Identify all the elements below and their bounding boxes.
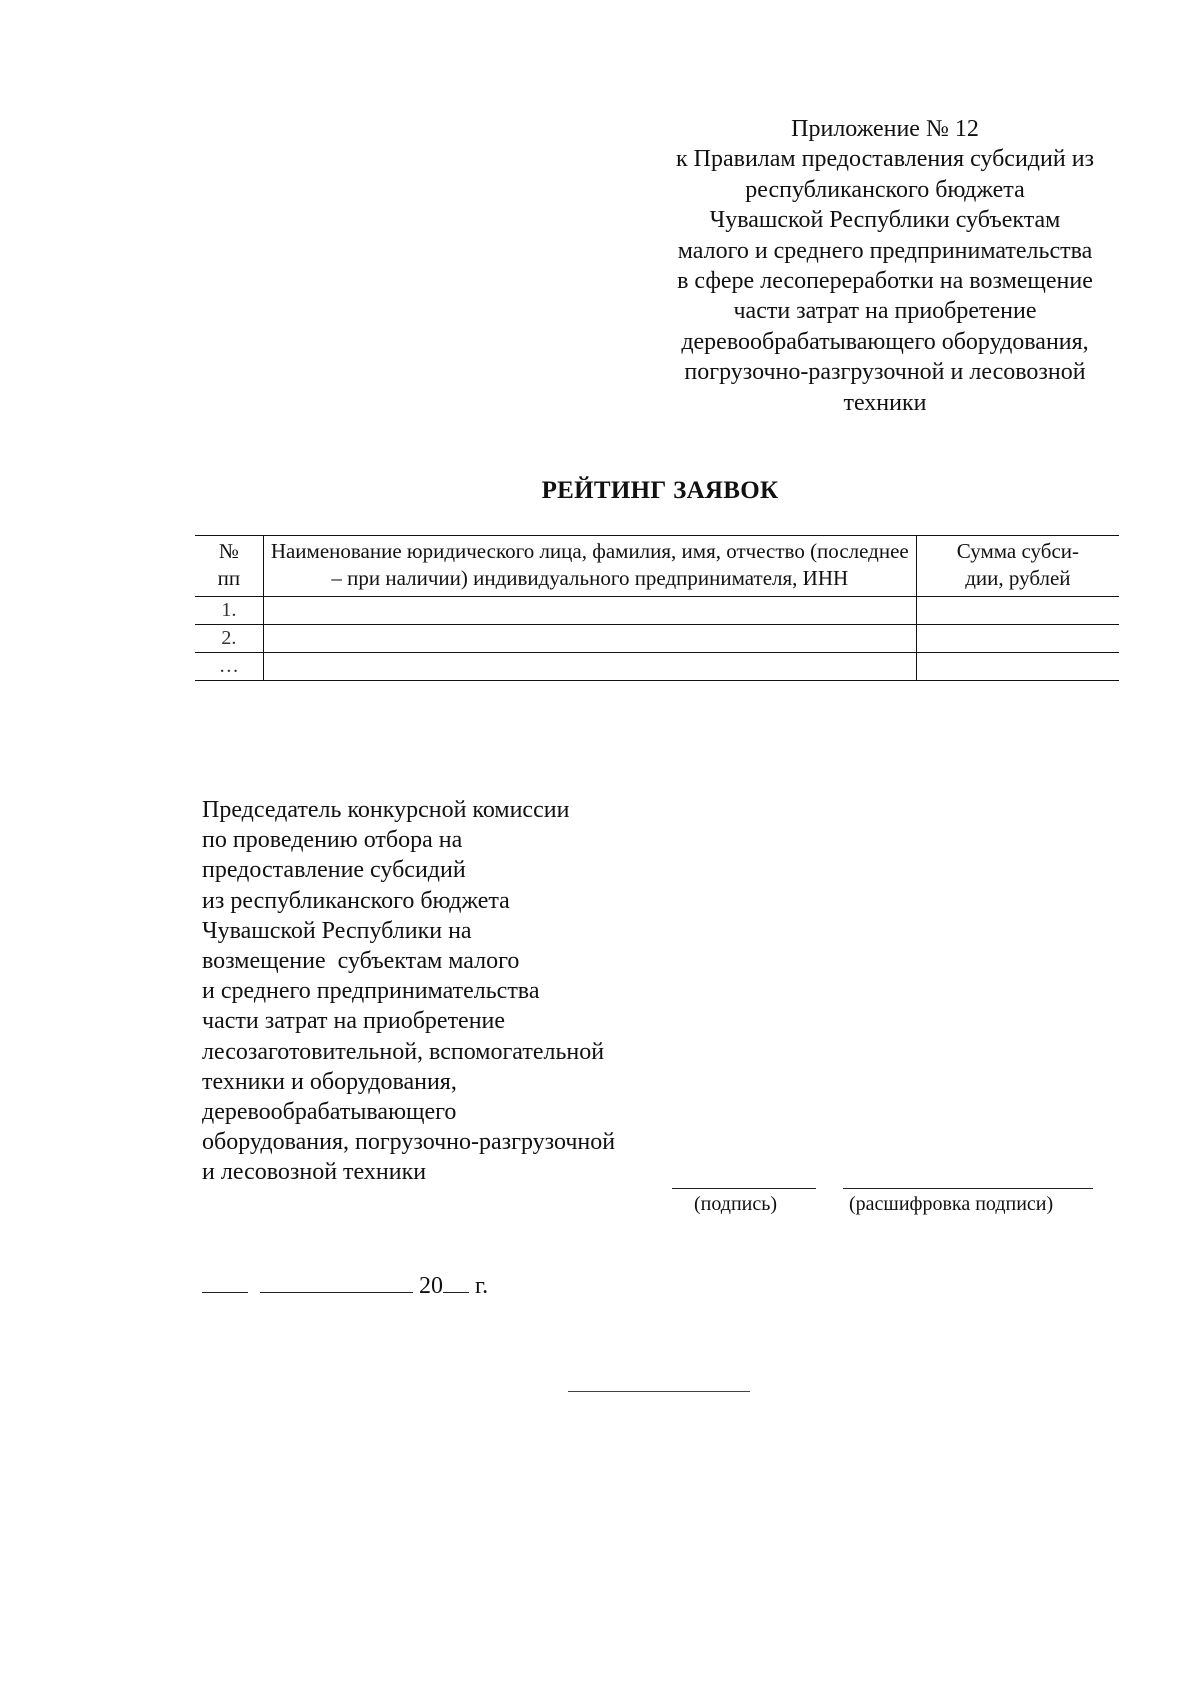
chairman-line: возмещение субъектам малого [202,948,520,975]
row-number: 2. [195,625,263,653]
chairman-line: части затрат на приобретение [202,1008,506,1035]
row-sum-cell[interactable] [916,597,1119,625]
date-line [202,1270,488,1300]
row-name-cell[interactable] [263,653,916,681]
annex-line: погрузочно-разгрузочной и лесовозной [684,359,1086,386]
chairman-line: предоставление субсидий [202,857,466,884]
annex-line: Приложение № 12 [791,116,979,142]
annex-line: части затрат на приобретение [733,298,1037,325]
table-row [195,597,1119,625]
column-header-sum [916,536,1119,597]
chairman-block [202,795,615,1188]
chairman-line: по проведению отбора на [202,827,463,854]
chairman-line: Председатель конкурсной комиссии [202,797,570,823]
date-month-blank[interactable] [260,1270,413,1293]
chairman-line: Чувашской Республики на [202,917,472,944]
row-number: … [195,653,263,681]
column-header-sum-line1: Сумма субси- [956,539,1079,563]
date-year-blank[interactable] [443,1270,469,1293]
chairman-line: и среднего предпринимательства [202,978,540,1005]
date-year-suffix: г. [475,1273,489,1299]
annex-line: малого и среднего предпринимательства [677,237,1093,264]
column-header-sum-line2: дии, рублей [965,566,1071,590]
column-header-number-line2: пп [217,566,241,590]
chairman-line: лесозаготовительной, вспомогательной [202,1038,605,1065]
row-name-cell[interactable] [263,625,916,653]
signature-decode-caption: (расшифровка подписи) [849,1193,1054,1215]
date-day-blank[interactable] [202,1270,248,1293]
table-header-row [195,536,1119,597]
annex-header [650,114,1120,418]
chairman-line: оборудования, погрузочно-разгрузочной [202,1129,616,1156]
annex-line: техники [843,389,927,416]
annex-line: республиканского бюджета [745,176,1025,203]
column-header-number [195,536,263,597]
chairman-line: техники и оборудования, [202,1068,457,1095]
chairman-line: из республиканского бюджета [202,887,510,914]
row-number: 1. [195,597,263,625]
signature-decode-line[interactable] [843,1188,1093,1189]
annex-line: Чувашской Республики субъектам [709,207,1061,234]
closing-divider [568,1391,750,1392]
chairman-line: деревообрабатывающего [202,1099,457,1126]
chairman-line: и лесовозной техники [202,1159,427,1186]
annex-line: к Правилам предоставления субсидий из [675,146,1095,173]
signature-line[interactable] [672,1188,816,1189]
date-year-prefix: 20 [419,1273,443,1299]
signature-caption: (подпись) [694,1193,778,1215]
annex-line: деревообрабатывающего оборудования, [681,328,1089,355]
row-name-cell[interactable] [263,597,916,625]
rating-table [195,535,1119,681]
annex-line: в сфере лесопереработки на возмещение [677,268,1093,295]
column-header-name: Наименование юридического лица, фамилия, имя, отчество (последнее – при наличии) индивидуального предпринимателя, ИНН [263,536,916,597]
table-row [195,653,1119,681]
document-title: РЕЙТИНГ ЗАЯВОК [541,477,779,504]
column-header-number-line1: № [218,539,239,563]
row-sum-cell[interactable] [916,653,1119,681]
table-row [195,625,1119,653]
row-sum-cell[interactable] [916,625,1119,653]
